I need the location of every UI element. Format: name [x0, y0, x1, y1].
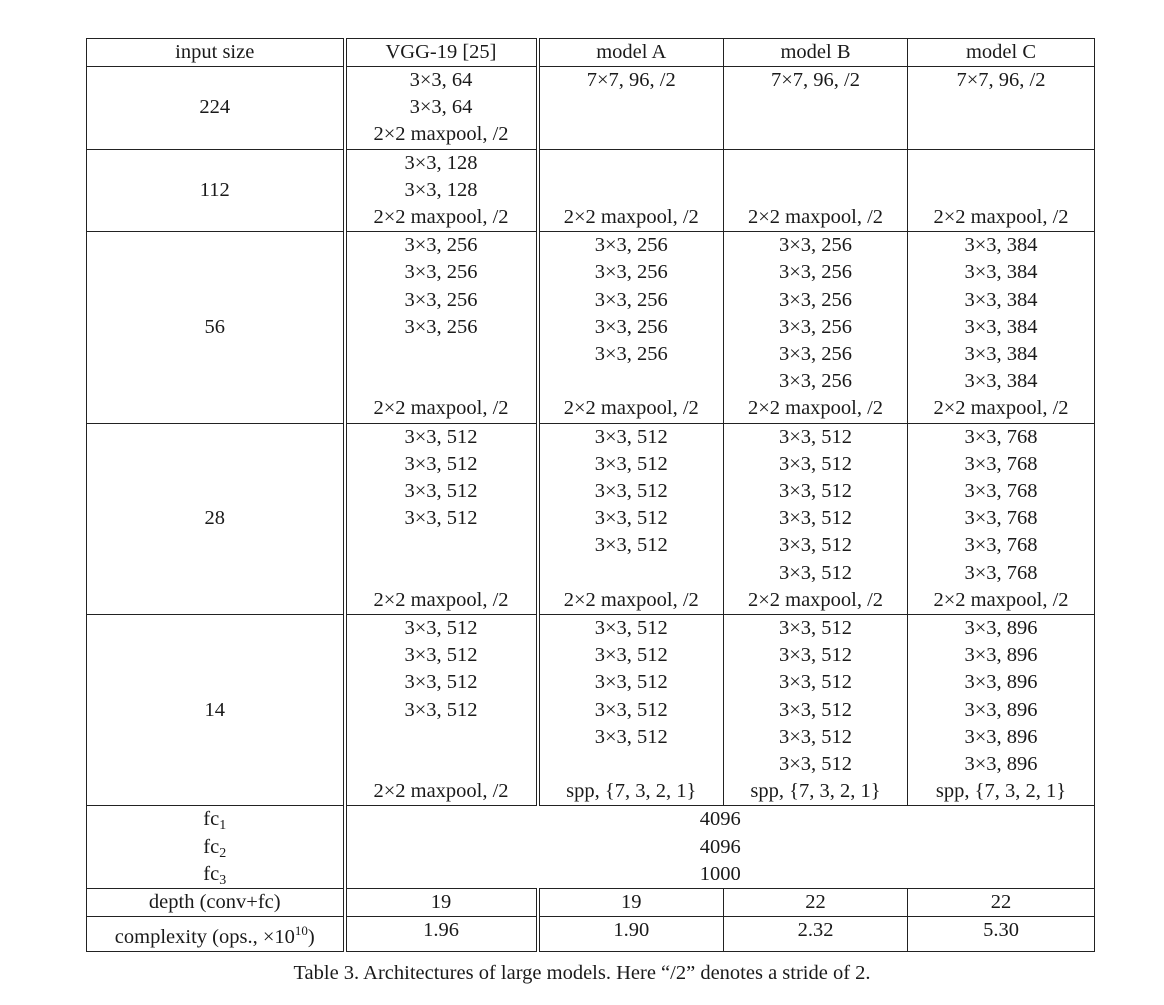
layer-line: 3×3, 512	[594, 671, 668, 694]
stage-cell-vgg19	[345, 614, 538, 805]
layer-line: 3×3, 512	[778, 507, 853, 530]
fc-row	[87, 806, 1095, 889]
layer-line: 2×2 maxpool, /2	[373, 205, 509, 228]
header-model-b: model B	[724, 39, 908, 67]
layer-line: 3×3, 768	[964, 561, 1038, 584]
layer-line: 3×3, 512	[404, 671, 478, 694]
layer-line: 3×3, 512	[778, 479, 853, 502]
layer-line: 3×3, 256	[778, 234, 853, 257]
pool-line: spp, {7, 3, 2, 1}	[566, 780, 697, 803]
stage-cell-model-a	[538, 423, 724, 614]
layer-line: 3×3, 384	[964, 370, 1038, 393]
pool-line: 2×2 maxpool, /2	[933, 397, 1069, 420]
pool-line: 2×2 maxpool, /2	[933, 206, 1069, 228]
stage-row-56	[87, 232, 1095, 423]
layer-line: 3×3, 512	[594, 479, 668, 502]
layer-line: 3×3, 256	[404, 315, 478, 338]
stage-cell-model-b	[724, 67, 908, 150]
header-vgg19: VGG-19 [25]	[345, 39, 538, 67]
stage-row-28	[87, 423, 1095, 614]
layer-line: 3×3, 384	[964, 234, 1038, 257]
fc2-label: $fc_2$	[203, 835, 227, 861]
layer-line: 7×7, 96, /2	[770, 69, 860, 91]
layer-line: 3×3, 512	[778, 561, 853, 584]
stage-cell-vgg19	[345, 149, 538, 232]
complexity-model-a: 1.90	[538, 916, 724, 951]
layer-line: 3×3, 512	[778, 616, 853, 639]
fc1-label: $fc_1$	[203, 808, 227, 834]
layer-line: 3×3, 128	[404, 151, 478, 174]
layer-line: 3×3, 512	[404, 698, 478, 721]
stage-cell-model-b	[724, 232, 908, 423]
layer-line: 3×3, 512	[594, 698, 668, 721]
pool-line: 2×2 maxpool, /2	[563, 588, 699, 611]
layer-line: 3×3, 256	[778, 342, 853, 365]
layer-line: 3×3, 128	[404, 178, 478, 201]
pool-line: spp, {7, 3, 2, 1}	[750, 780, 881, 803]
layer-line: 3×3, 256	[594, 261, 668, 284]
layer-line: 3×3, 384	[964, 288, 1038, 311]
fc2-value: 4096	[699, 835, 741, 858]
layer-line: 3×3, 384	[964, 261, 1038, 284]
complexity-model-c: 5.30	[908, 916, 1095, 951]
layer-line: 3×3, 768	[964, 479, 1038, 502]
architecture-table	[86, 38, 1095, 952]
layer-line: 7×7, 96, /2	[586, 69, 676, 91]
stage-cell-model-a	[538, 614, 724, 805]
layer-line: 3×3, 256	[404, 234, 478, 257]
stage-cell-model-c	[908, 149, 1095, 232]
input-size-cell: 14	[87, 614, 345, 805]
fc1-value: 4096	[699, 808, 741, 831]
stage-cell-model-c	[908, 67, 1095, 150]
layer-line: 3×3, 512	[404, 479, 478, 502]
fc-values	[345, 806, 1095, 889]
depth-model-a: 19	[538, 888, 724, 916]
layer-line: 3×3, 512	[404, 507, 478, 530]
fc3-value: 1000	[699, 862, 741, 885]
table-caption: Table 3. Architectures of large models. Here “/2” denotes a stride of 2.	[293, 962, 871, 984]
stage-cell-vgg19	[345, 67, 538, 150]
layer-line: 3×3, 896	[964, 644, 1038, 667]
layer-line: 3×3, 512	[778, 698, 853, 721]
layer-line: 3×3, 512	[404, 616, 478, 639]
header-input-size: input size	[87, 39, 345, 67]
stage-cell-model-a	[538, 149, 724, 232]
stage-row-224	[87, 67, 1095, 150]
layer-line: 7×7, 96, /2	[956, 69, 1046, 91]
layer-line: 3×3, 512	[404, 452, 478, 475]
layer-line: 3×3, 64	[409, 69, 473, 91]
pool-line: spp, {7, 3, 2, 1}	[935, 780, 1067, 803]
layer-line: 3×3, 512	[594, 616, 668, 639]
depth-row	[87, 888, 1095, 916]
layer-line: 3×3, 768	[964, 452, 1038, 475]
layer-line: 3×3, 256	[778, 288, 853, 311]
stage-cell-vgg19	[345, 423, 538, 614]
layer-line: 3×3, 512	[594, 425, 668, 448]
complexity-model-b: 2.32	[724, 916, 908, 951]
layer-line: 3×3, 384	[964, 342, 1038, 365]
pool-line: 2×2 maxpool, /2	[747, 206, 884, 228]
pool-line: 2×2 maxpool, /2	[563, 397, 699, 420]
layer-line: 3×3, 896	[964, 616, 1038, 639]
stage-cell-model-b	[724, 149, 908, 232]
layer-line: 3×3, 512	[778, 534, 853, 557]
stage-row-112	[87, 149, 1095, 232]
layer-line: 3×3, 256	[404, 261, 478, 284]
input-size-cell: 112	[87, 149, 345, 232]
pool-line: 2×2 maxpool, /2	[747, 588, 884, 611]
pool-line: 2×2 maxpool, /2	[373, 780, 509, 803]
layer-line: 3×3, 512	[594, 534, 668, 557]
layer-line: 3×3, 896	[964, 671, 1038, 694]
complexity-vgg19: 1.96	[345, 916, 538, 951]
layer-line: 3×3, 512	[594, 725, 668, 748]
stage-cell-model-b	[724, 614, 908, 805]
stage-cell-model-c	[908, 423, 1095, 614]
stage-cell-vgg19	[345, 232, 538, 423]
layer-line: 3×3, 256	[778, 370, 853, 393]
stage-cell-model-c	[908, 614, 1095, 805]
layer-line: 3×3, 512	[594, 507, 668, 530]
layer-line: 3×3, 256	[404, 288, 478, 311]
layer-line: 3×3, 768	[964, 425, 1038, 448]
depth-vgg19: 19	[345, 888, 538, 916]
input-size-cell: 56	[87, 232, 345, 423]
complexity-label: complexity (ops., $\times 10^{10}$)	[87, 916, 345, 951]
input-size-cell: 28	[87, 423, 345, 614]
layer-line: 3×3, 512	[778, 644, 853, 667]
layer-line: 3×3, 256	[594, 234, 668, 257]
layer-line: 2×2 maxpool, /2	[373, 123, 509, 146]
complexity-row	[87, 916, 1095, 951]
layer-line: 3×3, 256	[594, 288, 668, 311]
depth-model-c: 22	[908, 888, 1095, 916]
layer-line: 3×3, 512	[778, 725, 853, 748]
layer-line: 3×3, 384	[964, 315, 1038, 338]
depth-label: depth (conv+fc)	[87, 888, 345, 916]
layer-line: 3×3, 512	[778, 452, 853, 475]
layer-line: 3×3, 768	[964, 507, 1038, 530]
layer-line: 3×3, 768	[964, 534, 1038, 557]
depth-model-b: 22	[724, 888, 908, 916]
architecture-table-wrapper	[86, 38, 1094, 952]
stage-cell-model-a	[538, 67, 724, 150]
layer-line: 3×3, 256	[778, 315, 853, 338]
layer-line: 3×3, 256	[778, 261, 853, 284]
layer-line: 3×3, 256	[594, 342, 668, 365]
header-model-a: model A	[538, 39, 724, 67]
layer-line: 3×3, 512	[778, 752, 853, 775]
layer-line: 3×3, 512	[594, 452, 668, 475]
layer-line: 3×3, 896	[964, 725, 1038, 748]
layer-line: 3×3, 512	[404, 425, 478, 448]
stage-cell-model-a	[538, 232, 724, 423]
layer-line: 3×3, 256	[594, 315, 668, 338]
fc-labels	[87, 806, 345, 889]
stage-row-14	[87, 614, 1095, 805]
layer-line: 3×3, 512	[778, 671, 853, 694]
layer-line: 3×3, 512	[404, 644, 478, 667]
layer-line: 3×3, 512	[778, 425, 853, 448]
stage-cell-model-c	[908, 232, 1095, 423]
pool-line: 2×2 maxpool, /2	[933, 588, 1069, 611]
layer-line: 3×3, 512	[594, 644, 668, 667]
stage-body	[87, 67, 1095, 806]
stage-cell-model-b	[724, 423, 908, 614]
fc3-label: $fc_3$	[203, 862, 227, 888]
header-model-c: model C	[908, 39, 1095, 67]
input-size-cell: 224	[87, 67, 345, 150]
pool-line: 2×2 maxpool, /2	[373, 397, 509, 420]
pool-line: 2×2 maxpool, /2	[747, 397, 884, 420]
layer-line: 3×3, 896	[964, 698, 1038, 721]
pool-line: 2×2 maxpool, /2	[373, 588, 509, 611]
layer-line: 3×3, 64	[409, 96, 473, 119]
pool-line: 2×2 maxpool, /2	[563, 206, 699, 228]
layer-line: 3×3, 896	[964, 752, 1038, 775]
header-row	[87, 39, 1095, 67]
